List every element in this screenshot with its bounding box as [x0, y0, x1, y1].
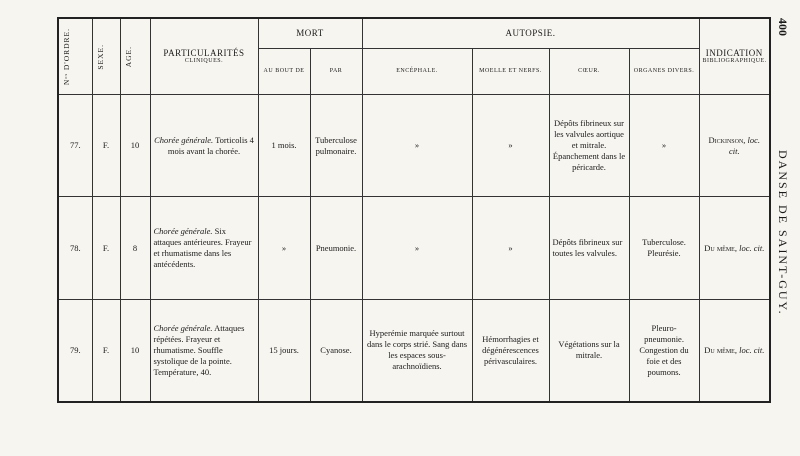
- cell-par: Tuberculose pulmonaire.: [310, 94, 362, 197]
- cell-au-bout-de: 15 jours.: [258, 299, 310, 402]
- header-coeur: CŒUR.: [549, 48, 629, 94]
- table-row: [58, 299, 770, 402]
- cell-age: 8: [120, 197, 150, 300]
- particularites-italic: Chorée générale.: [154, 134, 214, 145]
- cell-encephale: »: [362, 197, 472, 300]
- cell-num: 77.: [58, 94, 92, 197]
- header-organes: ORGANES DIVERS.: [629, 48, 699, 94]
- cell-par: Cyanose.: [310, 299, 362, 402]
- header-row-1: [58, 18, 770, 48]
- ref-author: Du même,: [704, 242, 737, 253]
- cell-organes: Tuberculose. Pleurésie.: [629, 197, 699, 300]
- cell-moelle: »: [472, 94, 549, 197]
- particularites-italic: Chorée générale.: [153, 226, 213, 237]
- cell-organes: »: [629, 94, 699, 197]
- cell-moelle: Hémorrhagies et dégénérescences périvasculaires.: [472, 299, 549, 402]
- cell-age: 10: [120, 299, 150, 402]
- header-au-bout-de: AU BOUT DE: [258, 48, 310, 94]
- autopsy-table: [57, 17, 771, 403]
- table-row: [58, 94, 770, 197]
- cell-coeur: Dépôts fibrineux sur toutes les valvules.: [549, 197, 629, 300]
- cell-organes: Pleuro-pneumonie. Congestion du foie et des poumons.: [629, 299, 699, 402]
- ref-author: Dickinson,: [708, 134, 746, 145]
- header-indication: INDICATION BIBLIOGRAPHIQUE.: [699, 18, 770, 94]
- ref-loc: loc. cit.: [736, 242, 765, 253]
- running-head: DANSE DE SAINT-GUY.: [776, 150, 790, 316]
- header-encephale: ENCÉPHALE.: [362, 48, 472, 94]
- cell-au-bout-de: »: [258, 197, 310, 300]
- cell-coeur: Dépôts fibrineux sur les valvules aortique et mitrale. Épanchement dans le péricarde.: [549, 94, 629, 197]
- particularites-text: Attaques répétées. Frayeur et rhumatisme. Souffle systolique de la pointe. Température, 40.: [153, 322, 245, 377]
- cell-moelle: »: [472, 197, 549, 300]
- ref-author: Du même,: [704, 344, 737, 355]
- cell-indication: [699, 94, 770, 197]
- header-moelle: MOELLE ET NERFS.: [472, 48, 549, 94]
- cell-indication: [699, 299, 770, 402]
- cell-num: 78.: [58, 197, 92, 300]
- header-par: PAR: [310, 48, 362, 94]
- header-num-ordre: Nᵒˢ D'ORDRE.: [58, 18, 92, 94]
- cell-par: Pneumonie.: [310, 197, 362, 300]
- cell-indication: [699, 197, 770, 300]
- particularites-text: Six attaques antérieures. Frayeur et rhumatisme dans les antécédents.: [153, 226, 252, 270]
- header-autopsie: AUTOPSIE.: [362, 18, 699, 48]
- header-mort: MORT: [258, 18, 362, 48]
- cell-coeur: Végétations sur la mitrale.: [549, 299, 629, 402]
- cell-num: 79.: [58, 299, 92, 402]
- cell-sexe: F.: [92, 197, 120, 300]
- cell-sexe: F.: [92, 94, 120, 197]
- cell-particularites: [150, 299, 258, 402]
- page-number: 400: [776, 18, 790, 36]
- header-particularites: PARTICULARITÉS CLINIQUES.: [150, 18, 258, 94]
- cell-particularites: [150, 197, 258, 300]
- particularites-text: Torticolis 4 mois avant la chorée.: [167, 134, 254, 156]
- header-sexe: SEXE.: [92, 18, 120, 94]
- cell-age: 10: [120, 94, 150, 197]
- ref-loc: loc. cit.: [728, 134, 761, 156]
- cell-sexe: F.: [92, 299, 120, 402]
- cell-particularites: [150, 94, 258, 197]
- cell-encephale: Hyperémie marquée surtout dans le corps strié. Sang dans les espaces sous-arachnoïdiens.: [362, 299, 472, 402]
- ref-loc: loc. cit.: [736, 344, 765, 355]
- table-row: [58, 197, 770, 300]
- header-age: AGE.: [120, 18, 150, 94]
- cell-au-bout-de: 1 mois.: [258, 94, 310, 197]
- cell-encephale: »: [362, 94, 472, 197]
- particularites-italic: Chorée générale.: [153, 322, 213, 333]
